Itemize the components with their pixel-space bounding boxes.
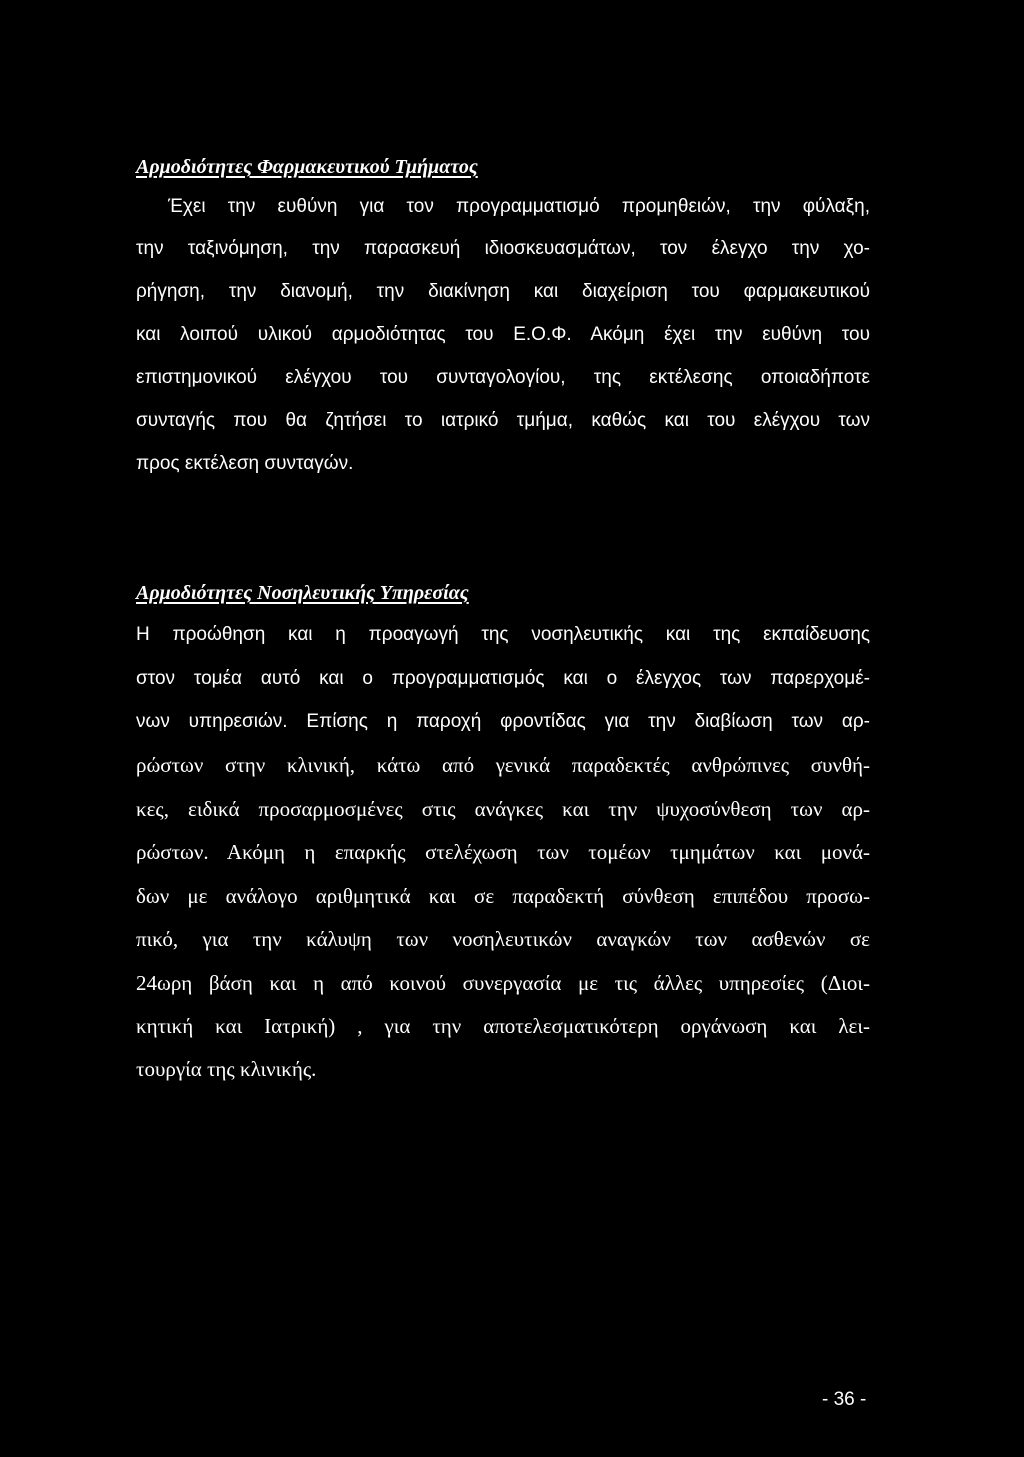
text-line: 24ωρη βάση και η από κοινού συνεργασία με τις άλλες υπηρεσίες (Διοι-	[136, 971, 870, 995]
text-line: στον τομέα αυτό και ο προγραμματισμός και ο έλεγχος των παρερχομέ-	[136, 668, 870, 689]
text-line: προς εκτέλεση συνταγών.	[136, 453, 354, 474]
section-heading-pharmacy: Αρμοδιότητες Φαρμακευτικού Τμήματος	[136, 156, 478, 178]
text-line: την ταξινόμηση, την παρασκευή ιδιοσκευασμάτων, τον έλεγχο την χο-	[136, 238, 870, 259]
text-line: και λοιπού υλικού αρμοδιότητας του Ε.Ο.Φ. Ακόμη έχει την ευθύνη του	[136, 324, 870, 345]
section-heading-nursing: Αρμοδιότητες Νοσηλευτικής Υπηρεσίας	[136, 582, 469, 604]
text-line: ρώστων. Ακόμη η επαρκής στελέχωση των τομέων τμημάτων και μονά-	[136, 840, 870, 864]
text-line: κητική και Ιατρική) , για την αποτελεσματικότερη οργάνωση και λει-	[136, 1014, 870, 1038]
text-line: ρήγηση, την διανομή, την διακίνηση και διαχείριση του φαρμακευτικού	[136, 281, 870, 302]
text-line: επιστημονικού ελέγχου του συνταγολογίου, της εκτέλεσης οποιαδήποτε	[136, 367, 870, 388]
text-line: συνταγής που θα ζητήσει το ιατρικό τμήμα, καθώς και του ελέγχου των	[136, 410, 870, 431]
text-line: κες, ειδικά προσαρμοσμένες στις ανάγκες και την ψυχοσύνθεση των αρ-	[136, 797, 870, 821]
page-number: - 36 -	[822, 1389, 867, 1410]
text-line: Η προώθηση και η προαγωγή της νοσηλευτικής και της εκπαίδευσης	[136, 624, 870, 645]
text-line: Έχει την ευθύνη για τον προγραμματισμό προμηθειών, την φύλαξη,	[168, 196, 870, 217]
text-line: τουργία της κλινικής.	[136, 1057, 317, 1081]
text-line: δων με ανάλογο αριθμητικά και σε παραδεκτή σύνθεση επιπέδου προσω-	[136, 884, 870, 908]
text-line: πικό, για την κάλυψη των νοσηλευτικών αναγκών των ασθενών σε	[136, 927, 870, 951]
text-line: ρώστων στην κλινική, κάτω από γενικά παραδεκτές ανθρώπινες συνθή-	[136, 753, 870, 777]
text-line: νων υπηρεσιών. Επίσης η παροχή φροντίδας για την διαβίωση των αρ-	[136, 711, 870, 732]
